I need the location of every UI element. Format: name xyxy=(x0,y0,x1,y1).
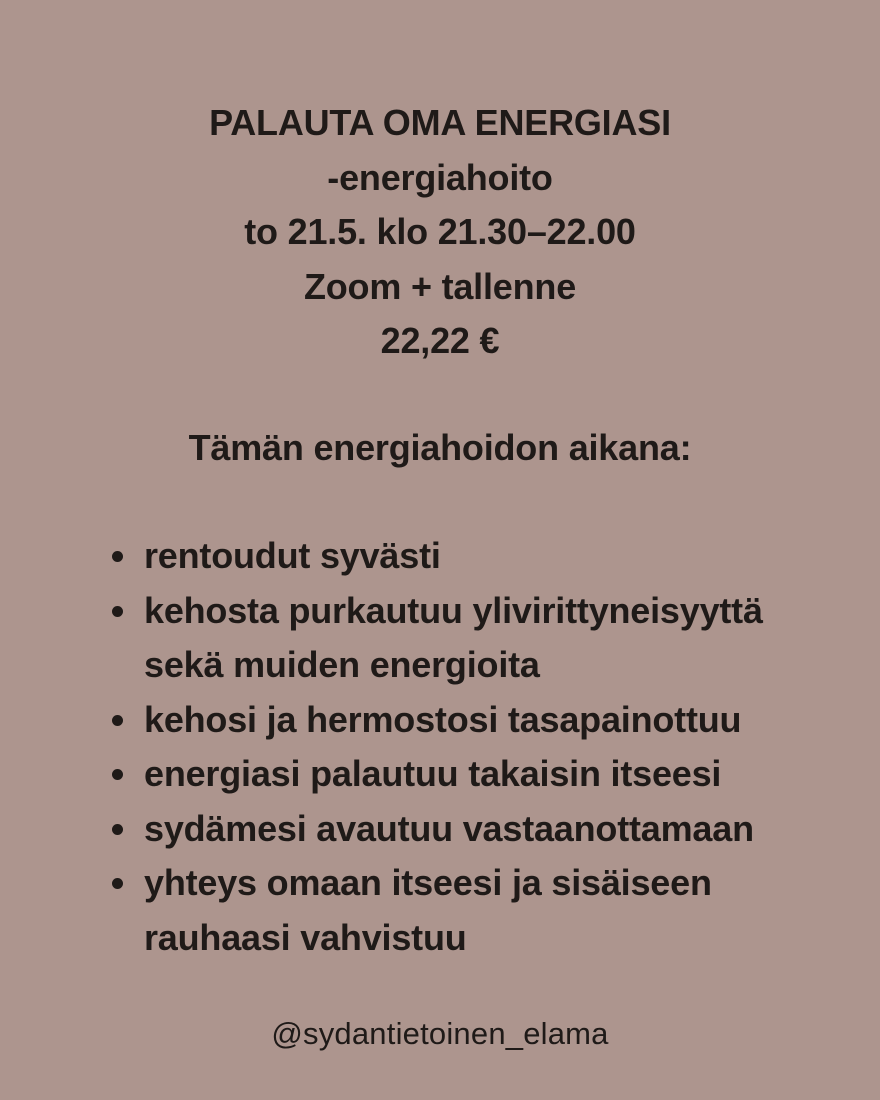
benefit-item xyxy=(112,802,832,857)
event-title: PALAUTA OMA ENERGIASI xyxy=(209,102,671,143)
benefit-text: yhteys omaan itseesi ja sisäiseen xyxy=(144,862,712,903)
benefit-text-continuation: sekä muiden energioita xyxy=(144,644,540,685)
bullet-icon xyxy=(112,551,123,562)
benefit-item xyxy=(112,693,832,748)
benefits-intro: Tämän energiahoidon aikana: xyxy=(188,427,692,468)
bullet-icon xyxy=(112,606,123,617)
benefit-item xyxy=(112,856,832,965)
benefit-text: energiasi palautuu takaisin itseesi xyxy=(144,753,722,794)
benefits-list xyxy=(112,529,832,965)
benefit-text-continuation: rauhaasi vahvistuu xyxy=(144,916,467,958)
benefit-item xyxy=(112,584,832,693)
benefit-text: kehosi ja hermostosi tasapainottuu xyxy=(144,698,742,740)
benefit-item xyxy=(112,747,832,802)
bullet-icon xyxy=(112,878,123,889)
event-subtitle: -energiahoito xyxy=(327,156,553,198)
event-format: Zoom + tallenne xyxy=(303,265,577,307)
bullet-icon xyxy=(112,769,123,780)
bullet-icon xyxy=(112,824,123,835)
bullet-icon xyxy=(112,715,123,726)
event-datetime: to 21.5. klo 21.30–22.00 xyxy=(244,211,636,252)
social-handle: @sydantietoinen_elama xyxy=(271,1016,609,1051)
benefit-item xyxy=(112,529,832,584)
benefit-text: rentoudut syvästi xyxy=(144,535,441,576)
event-header xyxy=(0,96,880,369)
event-price: 22,22 € xyxy=(380,320,500,361)
benefit-text: kehosta purkautuu ylivirittyneisyyttä xyxy=(144,589,763,631)
benefit-text: sydämesi avautuu vastaanottamaan xyxy=(144,807,754,849)
